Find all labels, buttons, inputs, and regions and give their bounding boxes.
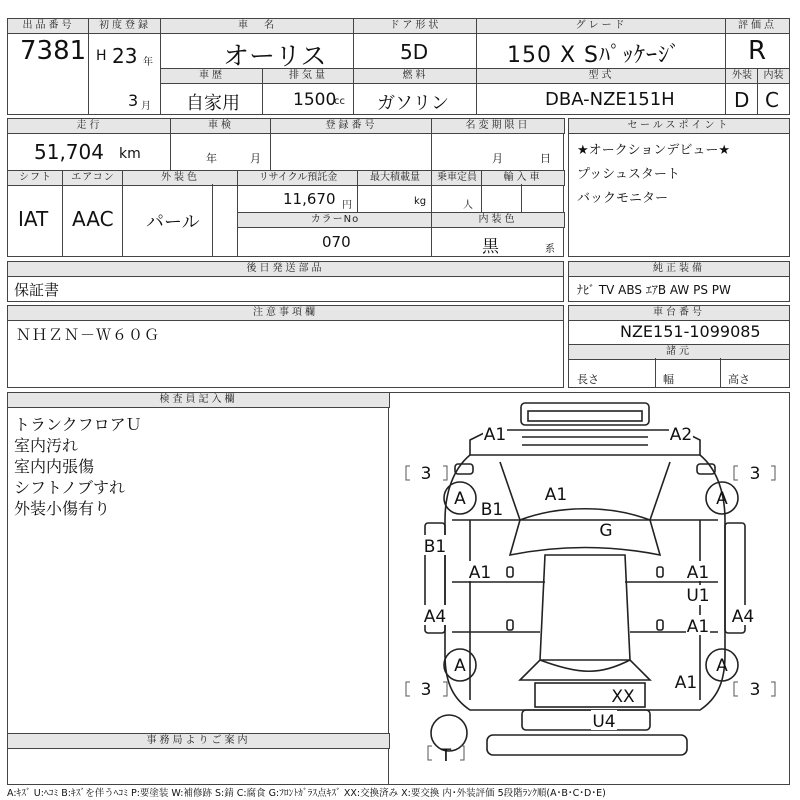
- dims-height: 高さ: [728, 373, 750, 386]
- door-label: ドア形状: [353, 18, 478, 34]
- fuel-value: ガソリン: [377, 93, 449, 114]
- mark-tire-rr: 3: [749, 680, 761, 700]
- mark-a1-front-left: A1: [483, 425, 507, 445]
- mark-tire-fr: 3: [749, 464, 761, 484]
- inspector-label: 検査員記入欄: [7, 392, 390, 408]
- legend-text: A:ｷｽﾞ U:ﾍｺﾐ B:ｷｽﾞを伴うﾍｺﾐ P:要塗装 W:補修跡 S:錆 C:腐食 G:ﾌﾛﾝﾄｶﾞﾗｽ点ｷｽﾞ XX:交換済み X:要交換 内･外装評価 5段階ﾗﾝｸ順(A･B･C･D･E): [7, 788, 606, 799]
- capacity-label: 乗車定員: [431, 170, 483, 186]
- mark-a1-right-door2: A1: [686, 617, 710, 637]
- color-value: パール: [146, 212, 200, 233]
- mark-xx-rear: XX: [611, 687, 635, 707]
- intcolor-unit: 系: [545, 244, 555, 255]
- intcolor-label: 内装色: [431, 212, 565, 228]
- mark-g-windshield: G: [599, 521, 613, 541]
- capacity-unit: 人: [463, 200, 473, 211]
- ac-label: エアコン: [62, 170, 124, 186]
- mark-a-rr: A: [716, 656, 728, 676]
- displacement-value: 1500: [293, 90, 337, 110]
- score-label: 評価点: [725, 18, 790, 34]
- mark-t-spare: T: [440, 746, 452, 766]
- inspection-month: 月: [250, 152, 261, 165]
- load-unit: kg: [414, 196, 427, 207]
- regno-label: 登録番号: [270, 118, 433, 134]
- mark-b1-front: B1: [480, 500, 504, 520]
- deadline-label: 名変期限日: [431, 118, 565, 134]
- era-value: H: [96, 48, 107, 64]
- mark-u4-rear: U4: [592, 712, 616, 732]
- parts-label: 後日発送部品: [7, 261, 564, 277]
- interior-label: 内装: [757, 68, 790, 84]
- chassis-label: 車台番号: [568, 305, 790, 321]
- mark-tire-fl: 3: [420, 464, 432, 484]
- colorno-value: 070: [322, 233, 351, 251]
- month-unit: 月: [141, 101, 151, 112]
- inspection-year: 年: [206, 152, 217, 165]
- sales-line-1: ★オークションデビュー★: [577, 143, 731, 158]
- mileage-value: 51,704: [34, 140, 104, 164]
- first-reg-label: 初度登録: [88, 18, 162, 34]
- equipment-value: ﾅﾋﾞ TV ABS ｴｱB AW PS PW: [577, 283, 731, 297]
- year-value: 23: [112, 44, 138, 68]
- notes-label: 注意事項欄: [7, 305, 564, 321]
- history-value: 自家用: [186, 93, 240, 114]
- dims-width: 幅: [663, 373, 674, 386]
- displacement-unit: cc: [334, 96, 345, 107]
- mileage-unit: km: [119, 146, 141, 162]
- mark-a1-rear-right: A1: [674, 673, 698, 693]
- mark-a-fr: A: [716, 489, 728, 509]
- grade-label: グレード: [476, 18, 727, 34]
- year-unit: 年: [143, 57, 153, 68]
- car-name-label: 車 名: [160, 18, 355, 34]
- dims-length: 長さ: [577, 373, 599, 386]
- sales-line-3: バックモニター: [577, 191, 669, 206]
- shift-value: IAT: [18, 207, 49, 231]
- mark-a2-front-right: A2: [669, 425, 693, 445]
- mark-a4-left: A4: [423, 607, 447, 627]
- grade-value: 150 X Sﾊﾟｯｹｰｼﾞ: [507, 43, 682, 68]
- mark-u1-right: U1: [686, 586, 710, 606]
- month-value: 3: [128, 91, 139, 110]
- colorno-label: カラーNo: [237, 212, 433, 228]
- mark-a-rl: A: [454, 656, 466, 676]
- score-value: R: [748, 36, 767, 66]
- lot-label: 出品番号: [7, 18, 90, 34]
- shift-label: シフト: [7, 170, 64, 186]
- mark-a-fl: A: [454, 489, 466, 509]
- inspector-line-1: トランクフロアＵ: [14, 415, 142, 434]
- color-label: 外装色: [122, 170, 239, 186]
- chassis-value: NZE151-1099085: [620, 322, 761, 341]
- mark-a4-right: A4: [731, 607, 755, 627]
- mark-tire-rl: 3: [420, 680, 432, 700]
- fuel-label: 燃料: [353, 68, 478, 84]
- mark-a1-left-door: A1: [468, 563, 492, 583]
- door-value: 5D: [400, 40, 429, 64]
- equipment-label: 純正装備: [568, 261, 790, 277]
- model-label: 型式: [476, 68, 727, 84]
- displacement-label: 排気量: [262, 68, 355, 84]
- interior-value: C: [765, 88, 779, 112]
- intcolor-value: 黒: [482, 237, 499, 257]
- mark-a1-right-door1: A1: [686, 563, 710, 583]
- car-name-value: オーリス: [223, 42, 327, 72]
- deadline-month: 月: [492, 152, 503, 165]
- inspection-label: 車検: [170, 118, 272, 134]
- model-value: DBA-NZE151H: [545, 89, 675, 110]
- inspector-line-3: 室内内張傷: [14, 457, 95, 476]
- mileage-label: 走行: [7, 118, 172, 134]
- sales-label: セールスポイント: [568, 118, 790, 134]
- recycle-label: リサイクル預託金: [237, 170, 359, 186]
- dims-label: 諸元: [568, 344, 790, 360]
- mark-b1-left-fender: B1: [423, 537, 447, 557]
- notes-value: ＮＨＺＮ－Ｗ６０Ｇ: [16, 326, 161, 344]
- parts-value: 保証書: [14, 281, 60, 299]
- lot-value: 7381: [20, 36, 87, 66]
- import-label: 輸入車: [481, 170, 565, 186]
- recycle-unit: 円: [342, 200, 352, 211]
- recycle-value: 11,670: [283, 190, 336, 208]
- load-label: 最大積載量: [357, 170, 433, 186]
- mark-a1-hood: A1: [544, 485, 568, 505]
- sales-line-2: プッシュスタート: [577, 167, 680, 182]
- office-label: 事務局よりご案内: [7, 733, 390, 749]
- ac-value: AAC: [72, 207, 114, 231]
- exterior-value: D: [734, 88, 750, 112]
- deadline-day: 日: [540, 152, 551, 165]
- exterior-label: 外装: [725, 68, 759, 84]
- inspector-line-4: シフトノブすれ: [14, 478, 126, 497]
- inspector-line-2: 室内汚れ: [14, 436, 79, 455]
- car-damage-diagram: [389, 393, 787, 782]
- history-label: 車歴: [160, 68, 264, 84]
- inspector-line-5: 外装小傷有り: [14, 499, 111, 518]
